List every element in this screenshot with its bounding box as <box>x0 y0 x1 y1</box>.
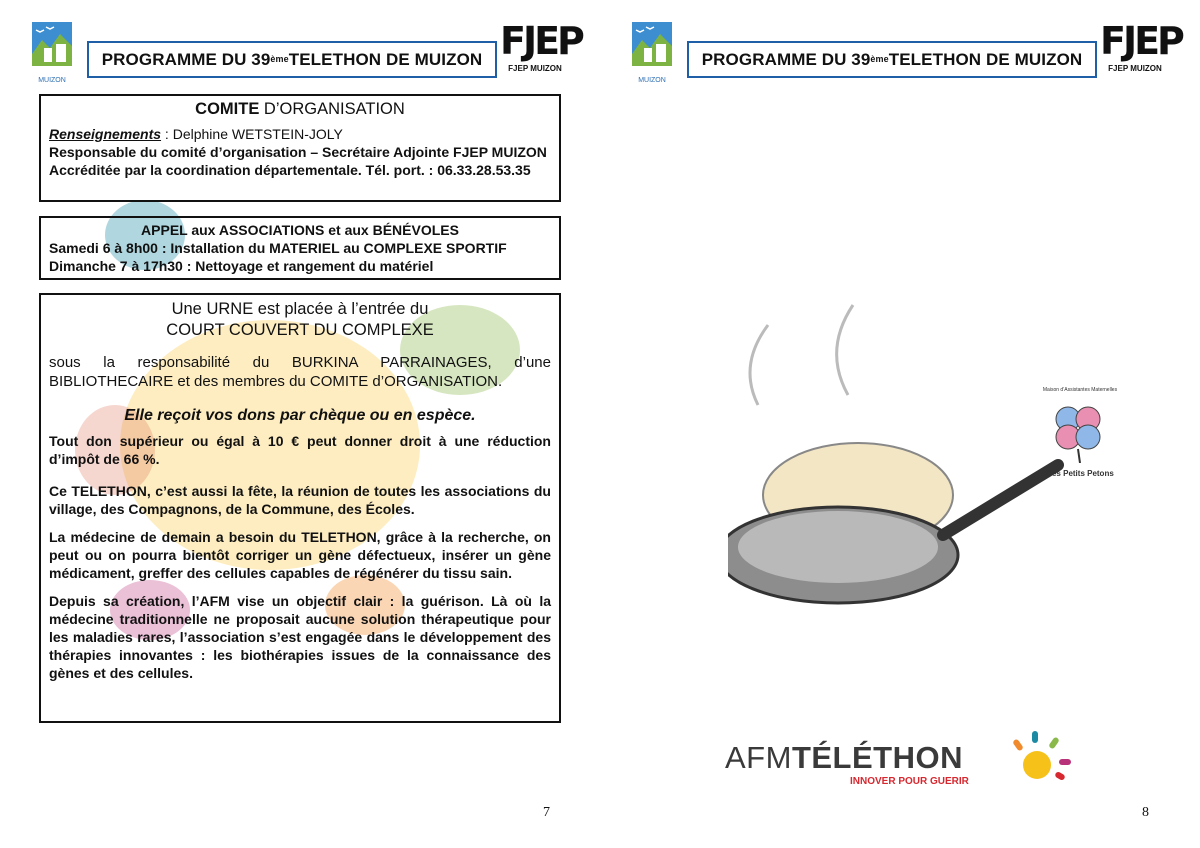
clover-icon <box>1030 393 1130 463</box>
fjep-logo-text-right: FJEP MUIZON <box>1108 64 1162 73</box>
volunteers-line2: Dimanche 7 à 17h30 : Nettoyage et rangement du matériel <box>49 258 434 274</box>
urne-para-1: sous la responsabilité du BURKINA PARRAINAGES, d’une BIBLIOTHECAIRE et des membres du COMITE d’ORGANISATION. <box>49 354 551 390</box>
committee-line2: Responsable du comité d’organisation – Secrétaire Adjointe FJEP MUIZON <box>49 144 547 160</box>
afm-telethon-logo <box>725 735 1085 795</box>
volunteers-line1: Samedi 6 à 8h00 : Installation du MATERIEL au COMPLEXE SPORTIF <box>49 240 507 256</box>
muizon-logo <box>30 18 74 86</box>
header-title-prefix-right: PROGRAMME DU 39 <box>701 49 871 69</box>
fjep-logo-text: FJEP MUIZON <box>508 64 562 73</box>
afm-tagline: INNOVER POUR GUERIR <box>850 776 969 787</box>
urne-italic-line: Elle reçoit vos dons par chèque ou en espèce. <box>124 407 476 424</box>
afm-brand-bold: TÉLÉTHON <box>791 740 963 775</box>
crepe-pan-illustration <box>728 285 1068 615</box>
program-header <box>87 41 497 78</box>
mam-logo-bottom: Des Petits Petons <box>1046 469 1114 478</box>
sun-icon <box>1007 725 1077 795</box>
afm-brand-light: AFM <box>725 740 792 775</box>
urne-para-5: Depuis sa création, l’AFM vise un objectif clair : la guérison. Là où la médecine traditionnelle ne proposait aucune solution thérapeutique pour les maladies rares, l’association s’est engagée dans le développement des thérapies innovantes : les biothérapies issues de la connaissance des gènes et des cellules. <box>49 593 551 681</box>
mam-logo <box>1030 387 1130 488</box>
committee-info <box>49 125 551 143</box>
header-title-suffix: TELETHON DE MUIZON <box>288 49 483 69</box>
mam-logo-top: Maison d’Assistantes Maternelles <box>1042 387 1118 393</box>
fjep-logo-mark-right: FJEP <box>1100 19 1182 63</box>
program-header-right <box>687 41 1097 78</box>
page-number-left: 7 <box>543 805 550 820</box>
committee-box <box>39 94 561 202</box>
committee-title-bold: COMITE <box>195 100 260 118</box>
info-value: : Delphine WETSTEIN-JOLY <box>161 126 343 142</box>
volunteers-box <box>39 216 561 280</box>
page-right <box>600 0 1200 848</box>
urne-para-3: Ce TELETHON, c’est aussi la fête, la réunion de toutes les associations du village, des Compagnons, de la Commune, des Écoles. <box>49 483 551 517</box>
header-title-suffix-right: TELETHON DE MUIZON <box>888 49 1083 69</box>
fjep-logo <box>500 18 582 84</box>
urne-title-1: Une URNE est placée à l’entrée du <box>171 300 429 318</box>
fjep-logo-right <box>1100 18 1182 84</box>
urne-box <box>39 293 561 723</box>
volunteers-title: APPEL aux ASSOCIATIONS et aux BÉNÉVOLES <box>141 222 459 238</box>
muizon-logo-text-right: MUIZON <box>638 77 666 84</box>
header-title-sup-right: ème <box>870 53 889 64</box>
committee-line3: Accréditée par la coordination départementale. Tél. port. : 06.33.28.53.35 <box>49 162 531 178</box>
urne-para-2: Tout don supérieur ou égal à 10 € peut donner droit à une réduction d’impôt de 66 %. <box>49 433 551 467</box>
header-title-sup: ème <box>270 53 289 64</box>
page-number-right: 8 <box>1142 805 1149 820</box>
afm-wordmark <box>725 740 963 776</box>
muizon-logo-right <box>630 18 674 86</box>
committee-title-rest: D’ORGANISATION <box>259 100 405 118</box>
info-label: Renseignements <box>49 126 162 142</box>
header-title-prefix: PROGRAMME DU 39 <box>101 49 271 69</box>
urne-title-2: COURT COUVERT DU COMPLEXE <box>166 321 434 339</box>
muizon-logo-text: MUIZON <box>38 77 66 84</box>
committee-title <box>49 100 551 119</box>
fjep-logo-mark: FJEP <box>500 19 582 63</box>
urne-para-4: La médecine de demain a besoin du TELETHON, grâce à la recherche, on peut ou on pourra bientôt corriger un gène défectueux, insérer un gène médicament, greffer des cellules capables de régénérer du tissu sain. <box>49 529 551 581</box>
